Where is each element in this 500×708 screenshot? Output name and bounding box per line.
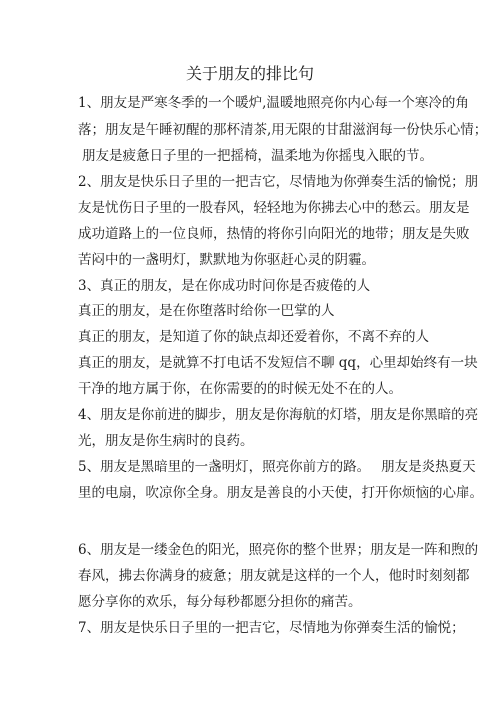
text-line: 4、朋友是你前进的脚步，朋友是你海航的灯塔，朋友是你黑暗的亮	[78, 407, 479, 423]
text-line: 真正的朋友，是就算不打电话不发短信不聊 qq，心里却始终有一块	[78, 355, 478, 371]
text-line: 5、朋友是黑暗里的一盏明灯，照亮你前方的路。 朋友是炎热夏天	[78, 459, 476, 475]
text-line: 6、朋友是一缕金色的阳光，照亮你的整个世界；朋友是一阵和煦的	[78, 542, 479, 558]
text-line: 7、朋友是快乐日子里的一把吉它，尽情地为你弹奏生活的愉悦；	[78, 620, 465, 636]
text-line: 春风，拂去你满身的疲惫；朋友就是这样的一个人，他时时刻刻都	[78, 568, 470, 584]
text-line: 苦闷中的一盏明灯，默默地为你驱赶心灵的阴霾。	[78, 252, 375, 268]
document-title: 关于朋友的排比句	[185, 64, 314, 83]
text-line: 朋友是疲惫日子里的一把摇椅，温柔地为你摇曳入眠的节。	[82, 148, 433, 164]
text-line: 友是忧伤日子里的一股春风，轻轻地为你拂去心中的愁云。朋友是	[78, 200, 470, 216]
text-line: 干净的地方属于你，在你需要的的时候无处不在的人。	[78, 381, 402, 397]
text-line: 真正的朋友，是知道了你的缺点却还爱着你，不离不弃的人	[78, 329, 429, 345]
text-line: 成功道路上的一位良师，热情的将你引向阳光的地带；朋友是失败	[78, 226, 470, 242]
text-line: 光，朋友是你生病时的良药。	[78, 433, 254, 449]
text-line: 真正的朋友，是在你堕落时给你一巴掌的人	[78, 303, 335, 319]
text-line: 愿分享你的欢乐，每分每秒都愿分担你的痛苦。	[78, 594, 362, 610]
text-line: 2、朋友是快乐日子里的一把吉它，尽情地为你弹奏生活的愉悦；朋	[78, 174, 479, 190]
text-line: 落；朋友是午睡初醒的那杯清茶,用无限的甘甜滋润每一份快乐心情；	[78, 122, 488, 138]
text-line: 里的电扇，吹凉你全身。朋友是善良的小天使，打开你烦恼的心扉。	[78, 485, 483, 501]
text-line: 1、朋友是严寒冬季的一个暖炉,温暖地照亮你内心每一个寒冷的角	[78, 95, 469, 111]
text-line: 3、真正的朋友，是在你成功时问你是否疲倦的人	[78, 278, 371, 294]
